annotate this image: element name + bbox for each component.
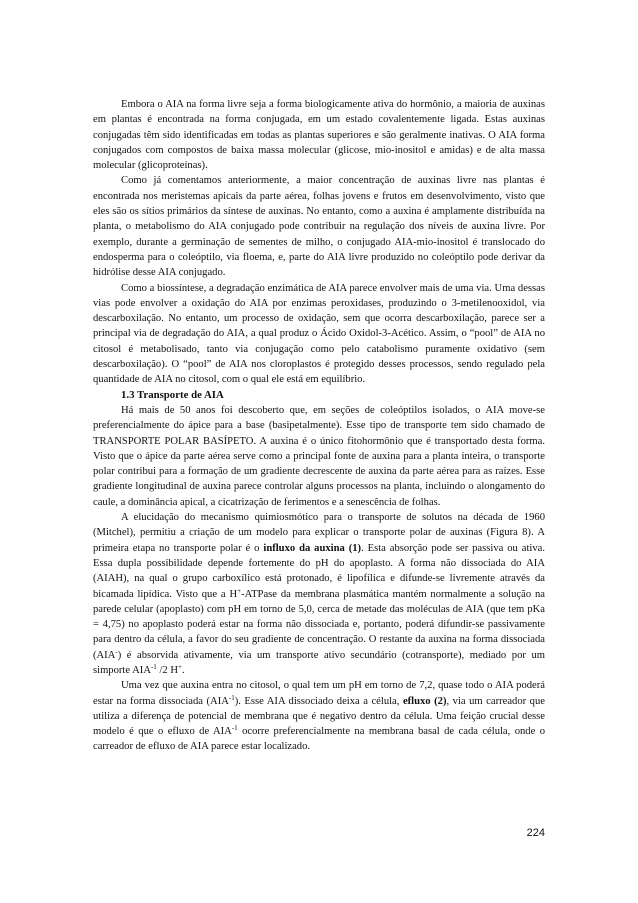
superscript: -	[115, 647, 118, 656]
paragraph-auxin-concentration: Como já comentamos anteriormente, a maior concentração de auxinas livre nas plantas é encontrada nos meristemas apicais da parte aérea, folhas jovens e frutos em desenvolvimento, visto que eles são os sítios primários da síntese de auxinas. No entanto, como a auxina é amplamente distribuída na planta, o metabolismo do AIA conjugado pode contribuir na regulação dos níveis de auxina livre. Por exemplo, durante a germinação de sementes de milho, o conjugado AIA-mio-inositol é translocado do endosperma para o coleóptilo, via floema, e, parte do AIA livre produzido no coleóptilo pode derivar da hidrólise desse AIA conjugado.	[93, 175, 545, 279]
paragraph-chemiosmotic-model	[93, 510, 545, 678]
text-run: ). Esse AIA dissociado deixa a célula,	[234, 695, 403, 707]
paragraph-polar-transport: Há mais de 50 anos foi descoberto que, em seções de coleóptilos isolados, o AIA move-se preferencialmente do ápice para a base (basipetalmente). Esse tipo de transporte tem sido chamado de TRANSPORTE POLAR BASÍPETO. A auxina é o único fitohormônio que é transportado desta forma. Visto que o ápice da parte aérea serve como a principal fonte de auxina para a planta inteira, o transporte polar contribui para a formação de um gradiente decrescente de auxina da parte aérea para as raízes. Esse gradiente longitudinal de auxina parece controlar alguns processos na planta, incluindo o alongamento do caule, a dominância apical, a cicatrização de ferimentos e a senescência de folhas.	[93, 404, 545, 508]
superscript: -1	[231, 724, 238, 733]
paragraph-auxin-efflux	[93, 678, 545, 754]
page-body	[93, 97, 545, 755]
bold-term-influx: influxo da auxina (1)	[263, 542, 362, 554]
text-run: .	[181, 664, 185, 676]
text-run: ) é absorvida ativamente, via um transporte ativo secundário (cotransporte), mediado por um simporte AIA	[93, 649, 545, 676]
section-heading: 1.3 Transporte de AIA	[121, 388, 224, 401]
bold-term-efflux: efluxo (2)	[402, 695, 447, 707]
superscript: -1	[150, 662, 157, 671]
text-run: Uma vez que auxina entra no citosol, o qual tem um pH em torno de 7,2, quase todo o AIA poderá estar na forma dissociada (AIA	[93, 680, 545, 707]
page-number: 224	[526, 827, 545, 839]
text-run: -ATPase da membrana plasmática mantém normalmente a solução na parede celular (apoplasto) com pH em torno de 5,0, cerca de metade das moléculas de AIA (que tem pKa = 4,75) no apoplasto poderá estar na forma não dissociada e, portanto, poderá difundir-se passivamente para dentro da célula, a favor do seu gradiente de concentração. O restante da auxina na forma dissociada (AIA	[93, 588, 545, 661]
text-run: ocorre preferencialmente na membrana basal de cada célula, onde o carreador de efluxo de AIA parece estar localizado.	[93, 726, 545, 753]
superscript: +	[178, 662, 182, 671]
superscript: -1	[228, 693, 235, 702]
text-run: , via um carreador que utiliza a diferença de potencial de membrana que é negativo dentro da célula. Uma feição crucial desse modelo é que o efluxo de AIA	[93, 695, 545, 738]
text-run: /2 H	[156, 664, 178, 676]
text-run: . Esta absorção pode ser passiva ou ativa. Essa dupla possibilidade depende fortemente do pH do apoplasto. A forma não dissociada do AIA (AIAH), na qual o grupo carboxílico está protonado, é lipofílica e difunde-se livremente através da bicamada lipídica. Visto que a H	[93, 542, 545, 600]
text-run: A elucidação do mecanismo quimiosmótico para o transporte de solutos na década de 1960 (Mitchel), permitiu a criação de um modelo para explicar o transporte polar de auxinas (Figura 8). A primeira etapa no transporte polar é o	[93, 512, 545, 554]
superscript: +	[237, 586, 242, 595]
paragraph-conjugated-auxins: Embora o AIA na forma livre seja a forma biologicamente ativa do hormônio, a maioria de auxinas em plantas é encontrada na forma conjugada, em um estado covalentemente ligada. Estas auxinas conjugadas têm sido identificadas em todas as plantas superiores e são geralmente inativas. O AIA forma conjugados com compostos de baixa massa molecular (glicose, mio-inositol e amidas) e de alta massa molecular (glicoproteínas).	[93, 99, 545, 172]
paragraph-auxin-degradation: Como a biossíntese, a degradação enzimática de AIA parece envolver mais de uma via. Uma dessas vias pode envolver a oxidação do AIA por enzimas peroxidases, produzindo o 3-metilenooxidol, via descarboxilação. No entanto, um processo de oxidação, sem que ocorra descarboxilação, parece ser a principal via de degradação do AIA, a qual produz o Ácido Oxidol-3-Acético. Assim, o “pool” de AIA no citosol é metabolisado, tanto via conjugação como pelo catabolismo puramente oxidativo (sem descarboxilação). O “pool” de AIA nos cloroplastos é protegido desses processos, sendo regulado pela quantidade de AIA no citosol, com o qual ele está em equilíbrio.	[93, 282, 545, 386]
